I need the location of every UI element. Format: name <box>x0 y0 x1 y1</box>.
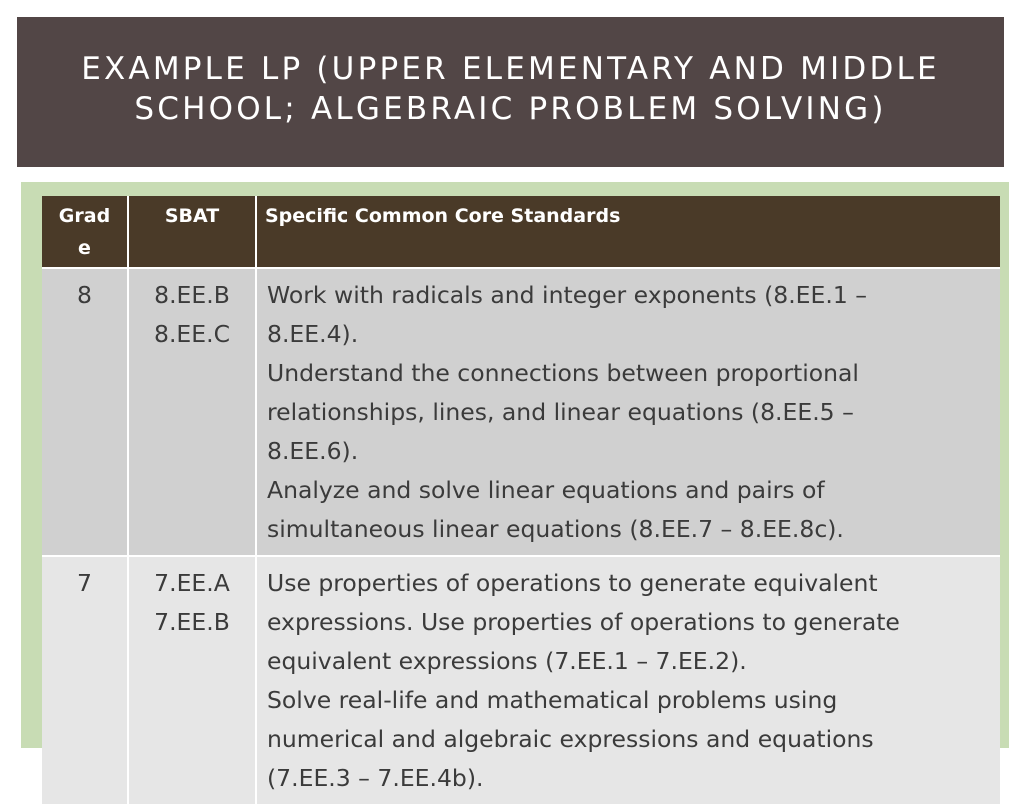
standard-text-line: simultaneous linear equations (8.EE.7 – 8.EE.8c). <box>267 515 844 543</box>
sbat-code: 7.EE.B <box>154 608 230 636</box>
standard-text-line: Use properties of operations to generate equivalent <box>267 569 878 597</box>
standard-text-line: numerical and algebraic expressions and equations <box>267 725 874 753</box>
standard-text-line: Solve real-life and mathematical problems using <box>267 686 838 714</box>
title-bar <box>17 17 1004 167</box>
standards-cell <box>256 268 1000 556</box>
header-grade-line-2: e <box>78 237 91 259</box>
standard-text-line: expressions. Use properties of operations to generate <box>267 608 900 636</box>
sbat-code: 7.EE.A <box>154 569 230 597</box>
header-grade-line-1: Grad <box>58 205 111 227</box>
slide-title-line-2: SCHOOL; ALGEBRAIC PROBLEM SOLVING) <box>134 91 887 127</box>
standard-text-line: 8.EE.6). <box>267 437 359 465</box>
standard-text-line: 8.EE.4). <box>267 320 359 348</box>
grade-cell: 8 <box>42 268 128 556</box>
table-row <box>42 268 1000 556</box>
standard-text-line: Analyze and solve linear equations and pairs of <box>267 476 825 504</box>
standard-text-line: Work with radicals and integer exponents (8.EE.1 – <box>267 281 868 309</box>
standard-text-line: equivalent expressions (7.EE.1 – 7.EE.2). <box>267 647 747 675</box>
standard-text-line: (7.EE.3 – 7.EE.4b). <box>267 764 484 792</box>
sbat-cell <box>128 268 256 556</box>
standards-table <box>42 196 1000 806</box>
standards-cell <box>256 556 1000 805</box>
slide-title <box>41 49 981 129</box>
header-grade <box>42 196 128 268</box>
standard-text-line: Understand the connections between proportional <box>267 359 859 387</box>
slide-title-line-1: EXAMPLE LP (UPPER ELEMENTARY AND MIDDLE <box>81 51 940 87</box>
table-row <box>42 556 1000 805</box>
standard-text-line: relationships, lines, and linear equations (8.EE.5 – <box>267 398 854 426</box>
sbat-code: 8.EE.B <box>154 281 230 309</box>
table-header-row <box>42 196 1000 268</box>
header-sbat: SBAT <box>128 196 256 268</box>
header-specific-standards: Specific Common Core Standards <box>256 196 1000 268</box>
grade-cell: 7 <box>42 556 128 805</box>
sbat-cell <box>128 556 256 805</box>
sbat-code: 8.EE.C <box>154 320 230 348</box>
